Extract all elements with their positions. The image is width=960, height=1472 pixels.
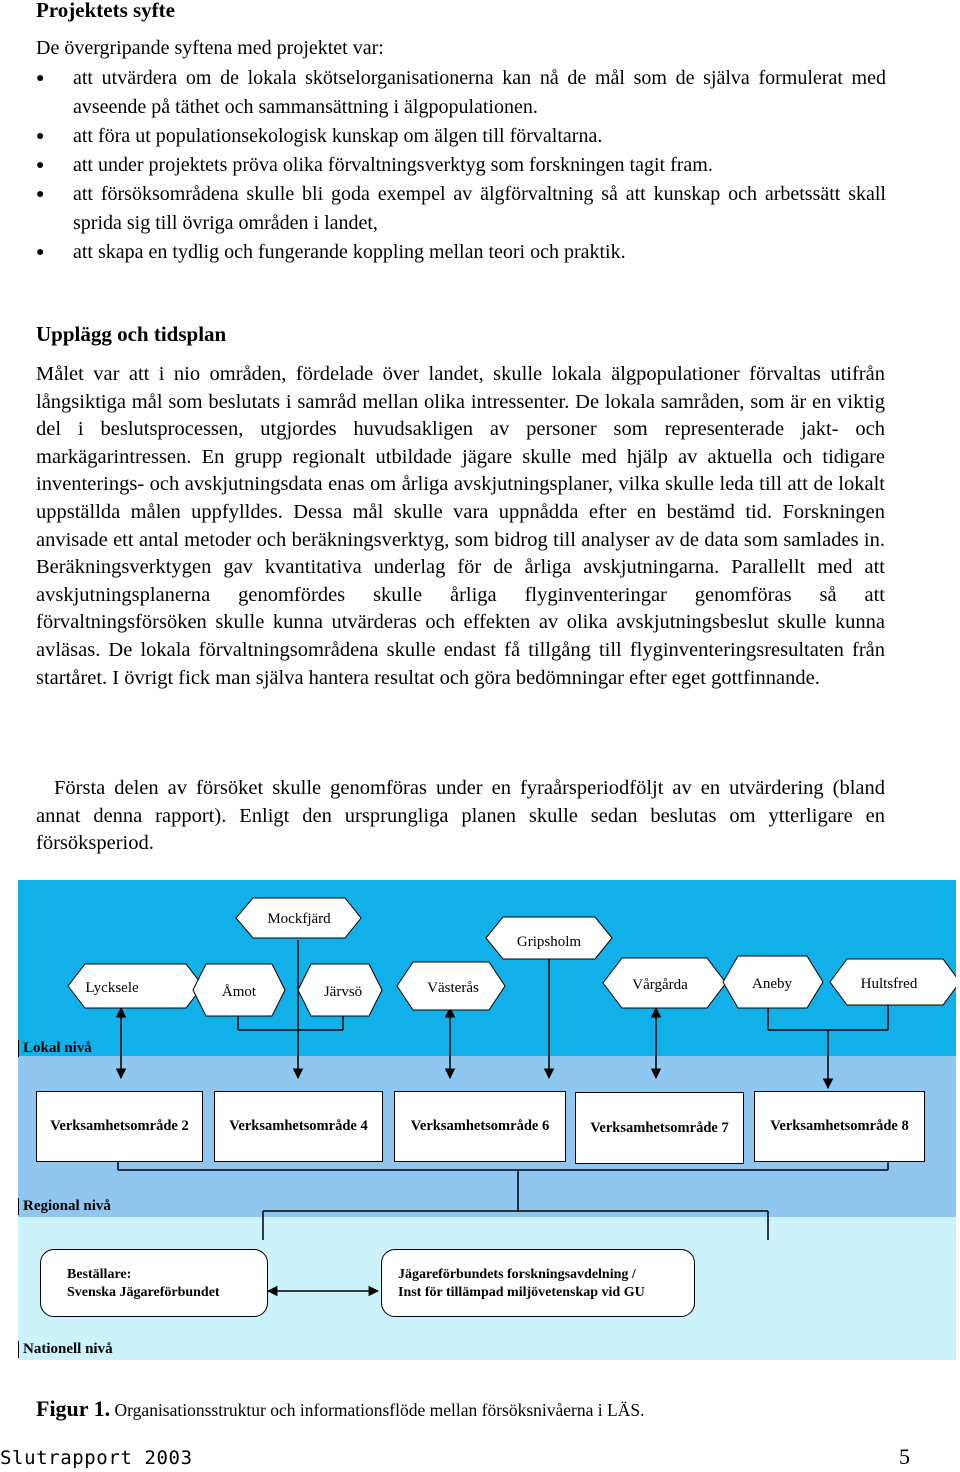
bullet-icon: ● bbox=[36, 245, 45, 260]
local-area-label: Järvsö bbox=[323, 984, 363, 1000]
figure-label: Figur 1. bbox=[36, 1396, 111, 1421]
list-item: ● att skapa en tydlig och fungerande koppling mellan teori och praktik. bbox=[36, 238, 886, 267]
regional-area-box: Verksamhetsområde 7 bbox=[575, 1092, 744, 1164]
page-number: 5 bbox=[899, 1444, 910, 1469]
regional-area-box: Verksamhetsområde 4 bbox=[214, 1091, 383, 1162]
local-area-label: Hultsfred bbox=[860, 976, 918, 992]
list-item: ● att utvärdera om de lokala skötselorganisationerna kan nå de mål som de själva formulerat med avseende på täthet och sammansättning i älgpopulationen. bbox=[36, 64, 886, 122]
figure-caption bbox=[36, 1396, 644, 1422]
local-area-label: Vårgårda bbox=[632, 977, 688, 993]
regional-area-box: Verksamhetsområde 8 bbox=[754, 1091, 925, 1162]
level-label-national: Nationell nivå bbox=[18, 1341, 113, 1358]
bullet-icon: ● bbox=[36, 129, 45, 144]
body-paragraph-2: Första delen av försöket skulle genomföras under en fyraårsperiodföljt av en utvärdering (bland annat denna rapport). Enligt den ursprungliga planen skulle sedan beslutas om ytterligare en försöksperiod. bbox=[36, 777, 885, 855]
organization-diagram bbox=[18, 880, 956, 1360]
local-area-label: Lycksele bbox=[85, 980, 139, 996]
section-heading-upplagg: Upplägg och tidsplan bbox=[36, 322, 227, 346]
list-item: ● att försöksområdena skulle bli goda exempel av älgförvaltning så att kunskap och arbetssätt skall sprida sig till övriga områden i landet, bbox=[36, 180, 886, 238]
bullet-icon: ● bbox=[36, 187, 45, 202]
local-area-label: Åmot bbox=[221, 984, 257, 1000]
intro-text: De övergripande syftena med projektet var: bbox=[36, 37, 384, 59]
regional-area-box: Verksamhetsområde 6 bbox=[394, 1091, 566, 1162]
client-box: Beställare: Svenska Jägareförbundet bbox=[40, 1249, 268, 1317]
section-heading-syfte: Projektets syfte bbox=[36, 0, 175, 22]
list-item: ● att under projektets pröva olika förvaltningsverktyg som forskningen tagit fram. bbox=[36, 151, 886, 180]
footer-report-title: Slutrapport 2003 bbox=[0, 1447, 193, 1469]
bullet-icon: ● bbox=[36, 71, 45, 86]
purpose-list bbox=[36, 64, 886, 267]
figure-caption-text: Organisationsstruktur och informationsflöde mellan försöksnivåerna i LÄS. bbox=[114, 1400, 645, 1420]
local-area-label: Västerås bbox=[427, 980, 479, 996]
level-label-regional: Regional nivå bbox=[18, 1198, 111, 1215]
level-label-local: Lokal nivå bbox=[18, 1040, 92, 1057]
list-item: ● att föra ut populationsekologisk kunskap om älgen till förvaltarna. bbox=[36, 122, 886, 151]
local-area-label: Gripsholm bbox=[516, 934, 582, 950]
local-area-label: Aneby bbox=[752, 976, 792, 992]
regional-area-box: Verksamhetsområde 2 bbox=[36, 1091, 203, 1162]
research-box: Jägareförbundets forskningsavdelning / Inst för tillämpad miljövetenskap vid GU bbox=[381, 1249, 695, 1317]
bullet-icon: ● bbox=[36, 158, 45, 173]
local-area-label: Mockfjärd bbox=[267, 911, 331, 927]
body-paragraph-1: Målet var att i nio områden, fördelade över landet, skulle lokala älgpopulationer förvaltas utifrån långsiktiga mål som beslutats i samråd mellan olika intressenter. De lokala samråden, som är en viktig del i beslutsprocessen, utgjordes huvudsakligen av personer som representerade jakt- och markägarintressen. En grupp regionalt utbildade jägare skulle med hjälp av aktuella och tidigare inventerings- och avskjutningsdata enas om årliga avskjutningsplaner, vilka skulle leda till att de lokalt uppställda målen uppfylldes. Dessa mål skulle vara uppnådda efter en bestämd tid. Forskningen anvisade ett antal metoder och beräkningsverktyg, som bidrog till analyser av de data som samlades in. Beräkningsverktygen gav kvantitativa underlag för de årliga avskjutningarna. Parallellt med att avskjutningsplanerna genomfördes skulle årliga flyginventeringar genomföras så att förvaltningsförsöken skulle kunna utvärderas och effekten av olika avskjutningsbeslut skulle kunna avläsas. De lokala förvaltningsområdena skulle endast få tillgång till flyginventeringsresultaten från startåret. I övrigt fick man själva hantera resultat och göra bedömningar efter eget gottfinnande. bbox=[36, 363, 885, 689]
